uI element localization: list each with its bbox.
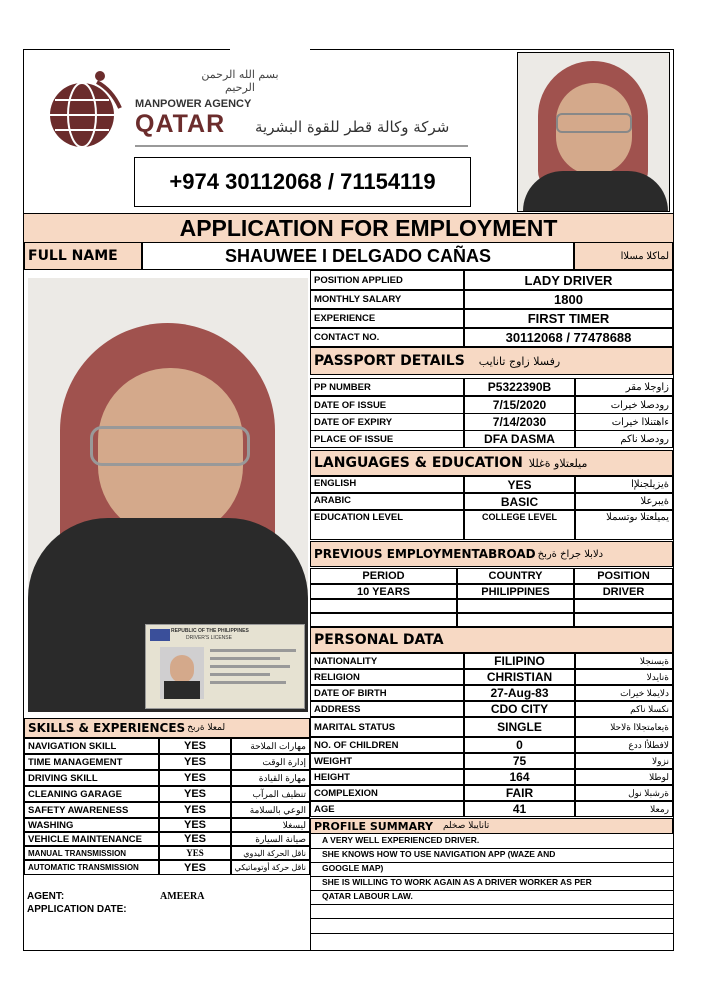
prev-employment-cell: PHILIPPINES <box>457 584 574 599</box>
personal-value: SINGLE <box>464 717 575 737</box>
skill-label-ar: ناقل حركة أوتوماتيكي <box>231 860 310 875</box>
profile-title: PROFILE SUMMARY <box>314 819 433 833</box>
profile-section-title <box>310 818 673 834</box>
passport-label: DATE OF EXPIRY <box>310 413 464 431</box>
passport-label-ar: ءاهتنلاا خيرات <box>575 413 673 431</box>
job-label: MONTHLY SALARY <box>310 290 464 309</box>
personal-label-ar: ةرشبلا نول <box>575 785 673 801</box>
personal-label-ar: لوطلا <box>575 769 673 785</box>
profile-border <box>310 818 311 950</box>
profile-line: SHE IS WILLING TO WORK AGAIN AS A DRIVER WORKER AS PER <box>322 877 592 887</box>
personal-value: 75 <box>464 753 575 769</box>
skill-label-ar: إدارة الوقت <box>231 754 310 770</box>
glasses-icon <box>90 426 250 466</box>
empty-cell <box>310 599 457 613</box>
personal-label: COMPLEXION <box>310 785 464 801</box>
agency-name-small: MANPOWER AGENCY <box>135 98 252 110</box>
personal-value: 27-Aug-83 <box>464 685 575 701</box>
phone-box: +974 30112068 / 71154119 <box>134 157 471 207</box>
personal-label: ADDRESS <box>310 701 464 717</box>
skill-label-ar: مهارات الملاحة <box>231 738 310 754</box>
passport-value: P5322390B <box>464 378 575 396</box>
personal-label: DATE OF BIRTH <box>310 685 464 701</box>
prev-employment-header: COUNTRY <box>457 568 574 584</box>
full-name-label: FULL NAME <box>24 242 142 270</box>
skill-value: YES <box>159 754 231 770</box>
skill-value: YES <box>159 786 231 802</box>
skill-value: YES <box>159 818 231 832</box>
personal-value: FILIPINO <box>464 653 575 669</box>
passport-label: DATE OF ISSUE <box>310 396 464 414</box>
agency-logo <box>42 70 127 155</box>
skills-title: SKILLS & EXPERIENCES <box>28 721 186 735</box>
skills-section-title <box>24 718 310 738</box>
prev-employment-title <box>310 541 673 567</box>
skill-value: YES <box>159 832 231 846</box>
personal-label-ar: لافطلأا ددع <box>575 737 673 753</box>
job-value: LADY DRIVER <box>464 270 673 290</box>
profile-rule <box>310 848 673 849</box>
skill-value: YES <box>159 770 231 786</box>
skill-label: VEHICLE MAINTENANCE <box>24 832 159 846</box>
agent-label: AGENT: <box>27 891 65 902</box>
profile-rule <box>310 876 673 877</box>
language-label: ARABIC <box>310 493 464 510</box>
languages-title: LANGUAGES & EDUCATION <box>314 455 523 471</box>
full-name-value: SHAUWEE I DELGADO CAÑAS <box>142 242 574 270</box>
prev-employment-cell: 10 YEARS <box>310 584 457 599</box>
profile-line: GOOGLE MAP) <box>322 863 384 873</box>
personal-label: MARITAL STATUS <box>310 717 464 737</box>
skill-label: DRIVING SKILL <box>24 770 159 786</box>
personal-label: RELIGION <box>310 669 464 685</box>
personal-label: AGE <box>310 801 464 817</box>
language-label-ar: يميلعتلا ىوتسملا <box>575 510 673 540</box>
skill-label: SAFETY AWARENESS <box>24 802 159 818</box>
passport-value: 7/14/2030 <box>464 413 575 431</box>
application-date-label: APPLICATION DATE: <box>27 904 127 915</box>
skills-title-ar: لمعلا ةربخ <box>187 723 226 733</box>
profile-line: QATAR LABOUR LAW. <box>322 891 413 901</box>
profile-rule <box>310 862 673 863</box>
skill-label-ar: صيانة السيارة <box>231 832 310 846</box>
full-name-label-ar: لماكلا مسلاا <box>574 242 673 270</box>
personal-value: FAIR <box>464 785 575 801</box>
id-card-header: REPUBLIC OF THE PHILIPPINES <box>171 628 249 634</box>
personal-label-ar: رمعلا <box>575 801 673 817</box>
prev-employment-header: PERIOD <box>310 568 457 584</box>
header-rule <box>135 145 468 147</box>
glasses-icon <box>556 113 632 133</box>
languages-section-title <box>310 450 673 476</box>
skill-label: TIME MANAGEMENT <box>24 754 159 770</box>
language-value: COLLEGE LEVEL <box>464 510 575 540</box>
bismillah-text: بسم الله الرحمن الرحيم <box>201 68 279 94</box>
passport-label-ar: رودصلا ناكم <box>575 430 673 448</box>
empty-cell <box>574 613 673 627</box>
personal-label-ar: ةنايدلا <box>575 669 673 685</box>
language-label: EDUCATION LEVEL <box>310 510 464 540</box>
passport-title: PASSPORT DETAILS <box>314 353 465 369</box>
skill-label-ar: مهارة القيادة <box>231 770 310 786</box>
profile-rule <box>310 890 673 891</box>
personal-label-ar: ةيعامتجلاا ةلاحلا <box>575 717 673 737</box>
language-label-ar: ةيزيلجنلإا <box>575 476 673 493</box>
personal-label: WEIGHT <box>310 753 464 769</box>
personal-label: NATIONALITY <box>310 653 464 669</box>
skill-label-ar: الوعي بالسلامة <box>231 802 310 818</box>
id-card-image <box>145 624 305 709</box>
skill-label: NAVIGATION SKILL <box>24 738 159 754</box>
skill-value: YES <box>159 860 231 875</box>
passport-title-ar: رفسلا زاوج تانايب <box>478 354 561 368</box>
personal-section-title <box>310 627 673 653</box>
page-title: APPLICATION FOR EMPLOYMENT <box>24 213 673 242</box>
passport-value: DFA DASMA <box>464 430 575 448</box>
skill-label-ar: ليسغلا <box>231 818 310 832</box>
skill-label-ar: ناقل الحركة اليدوي <box>231 846 310 860</box>
personal-label-ar: نزولا <box>575 753 673 769</box>
skill-label: CLEANING GARAGE <box>24 786 159 802</box>
applicant-photo-small <box>517 52 670 212</box>
empty-cell <box>310 613 457 627</box>
profile-rule <box>310 933 673 934</box>
personal-value: 0 <box>464 737 575 753</box>
profile-title-ar: تانايبلا صخلم <box>442 821 490 831</box>
id-card-sub: DRIVER'S LICENSE <box>186 635 232 641</box>
prev-employment-cell: DRIVER <box>574 584 673 599</box>
passport-section-title <box>310 347 673 375</box>
job-value: FIRST TIMER <box>464 309 673 328</box>
passport-label: PLACE OF ISSUE <box>310 430 464 448</box>
languages-title-ar: ميلعتلاو ةغللا <box>528 456 588 470</box>
personal-value: CHRISTIAN <box>464 669 575 685</box>
passport-label: PP NUMBER <box>310 378 464 396</box>
agency-name-big: QATAR <box>135 110 226 138</box>
language-value: BASIC <box>464 493 575 510</box>
skill-label: AUTOMATIC TRANSMISSION <box>24 860 159 875</box>
empty-cell <box>457 599 574 613</box>
skill-value: YES <box>159 738 231 754</box>
agent-value: AMEERA <box>160 891 205 902</box>
personal-title: PERSONAL DATA <box>314 632 444 648</box>
passport-value: 7/15/2020 <box>464 396 575 414</box>
language-label-ar: ةيبرعلا <box>575 493 673 510</box>
profile-rule <box>310 918 673 919</box>
personal-label: NO. OF CHILDREN <box>310 737 464 753</box>
personal-value: CDO CITY <box>464 701 575 717</box>
prev-employment-title-ar: دلابلا جراخ ةربخ <box>537 548 604 560</box>
profile-line: A VERY WELL EXPERIENCED DRIVER. <box>322 835 480 845</box>
prev-employment-header: POSITION <box>574 568 673 584</box>
personal-value: 164 <box>464 769 575 785</box>
skill-value: YES <box>159 846 231 860</box>
passport-label-ar: رودصلا خيرات <box>575 396 673 414</box>
empty-cell <box>574 599 673 613</box>
job-label: CONTACT NO. <box>310 328 464 347</box>
personal-label-ar: دلايملا خيرات <box>575 685 673 701</box>
job-value: 30112068 / 77478688 <box>464 328 673 347</box>
job-label: EXPERIENCE <box>310 309 464 328</box>
personal-value: 41 <box>464 801 575 817</box>
job-value: 1800 <box>464 290 673 309</box>
profile-rule <box>310 904 673 905</box>
profile-line: SHE KNOWS HOW TO USE NAVIGATION APP (WAZE AND <box>322 849 556 859</box>
personal-label: HEIGHT <box>310 769 464 785</box>
personal-label-ar: نكسلا ناكم <box>575 701 673 717</box>
skill-label: MANUAL TRANSMISSION <box>24 846 159 860</box>
globe-icon <box>42 70 127 155</box>
language-value: YES <box>464 476 575 493</box>
prev-employment-title-en: PREVIOUS EMPLOYMENTABROAD <box>314 547 536 561</box>
empty-cell <box>457 613 574 627</box>
personal-label-ar: ةيسنجلا <box>575 653 673 669</box>
agency-name-arabic: شركة وكالة قطر للقوة البشرية <box>255 118 450 136</box>
passport-label-ar: زاوجلا مقر <box>575 378 673 396</box>
language-label: ENGLISH <box>310 476 464 493</box>
skill-value: YES <box>159 802 231 818</box>
frame-gap <box>230 45 310 53</box>
skill-label: WASHING <box>24 818 159 832</box>
skill-label-ar: تنظيف المرآب <box>231 786 310 802</box>
job-label: POSITION APPLIED <box>310 270 464 290</box>
